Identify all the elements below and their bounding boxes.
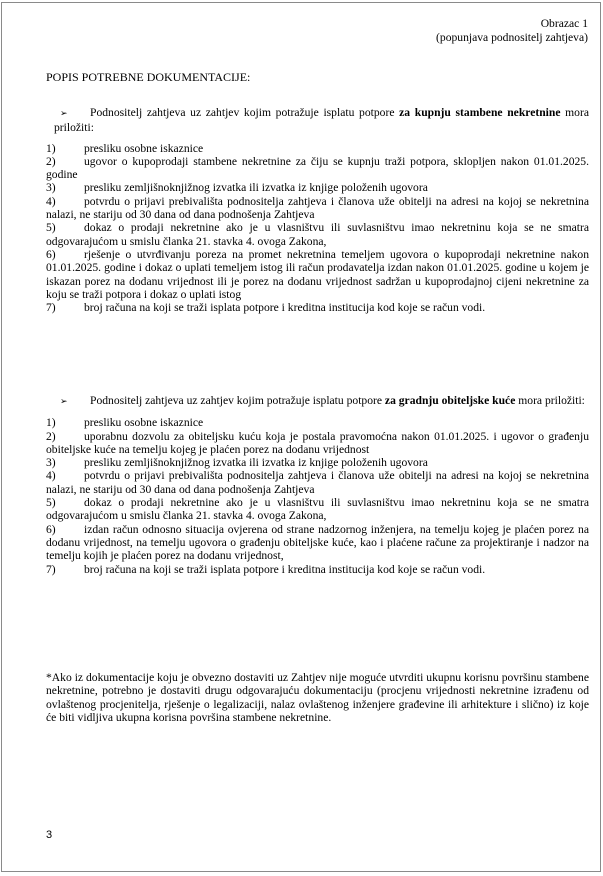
list-item: 4) potvrdu o prijavi prebivališta podnositelja zahtjeva i članova uže obitelji na adresi na kojoj se nekretnina nalazi, ne stariju od 30 dana od dana podnošenja Zahtjeva — [46, 469, 589, 496]
list-item: 4) potvrdu o prijavi prebivališta podnositelja zahtjeva i članova uže obitelji na adresi na kojoj se nekretnina nalazi, ne stariju od 30 dana od dana podnošenja Zahtjeva — [46, 194, 589, 222]
list-item: 3) presliku zemljišnoknjižnog izvatka ili izvatka iz knjige položenih ugovora — [46, 181, 428, 195]
list-item: 2) ugovor o kupoprodaji stambene nekretnine za čiju se kupnju traži potpora, sklopljen nakon 01.01.2025. godine — [46, 154, 589, 182]
form-header — [436, 17, 588, 45]
arrow-bullet-icon: ➢ — [60, 397, 68, 407]
section-subject: za gradnju obiteljske kuće — [384, 394, 516, 407]
list-item: 5) dokaz o prodaji nekretnine ako je u vlasništvu ili suvlasništvu imao nekretninu koja se ne smatra odgovarajućom u smislu članka 21. stavka 4. ovoga Zakona, — [46, 221, 589, 248]
section-purchase — [46, 106, 589, 314]
section-intro: ➢ Podnositelj zahtjeva uz zahtjev kojim potražuje isplatu potpore za gradnju obiteljske kuće mora priložiti: — [46, 394, 589, 409]
form-note: (popunjava podnositelj zahtjeva) — [436, 31, 588, 44]
list-item: 7) broj računa na koji se traži isplata potpore i kreditna institucija kod koje se račun vodi. — [46, 301, 486, 315]
requirements-list — [46, 416, 589, 576]
list-item: 6) izdan račun odnosno situacija ovjerena od strane nadzornog inženjera, na temelju kojeg je plaćen porez na dodanu vrijednost, na temelju ugovora o građenju obiteljske kuće, kao i plaćene račune za projektiranje i nadzor na temelju kojih je plaćen porez na dodanu vrijednost, — [46, 522, 589, 563]
list-item: 2) uporabnu dozvolu za obiteljsku kuću koja je postala pravomoćna nakon 01.01.2025. i ugovor o građenju obiteljske kuće na temelju kojeg je plaćen porez na dodanu vrijednost — [46, 429, 589, 456]
list-item: 1) presliku osobne iskaznice — [46, 141, 204, 155]
page-number: 3 — [46, 829, 53, 841]
document-page — [1, 2, 601, 872]
document-title: POPIS POTREBNE DOKUMENTACIJE: — [46, 70, 251, 84]
list-item: 1) presliku osobne iskaznice — [46, 416, 204, 430]
list-item: 5) dokaz o prodaji nekretnine ako je u vlasništvu ili suvlasništvu imao nekretninu koja se ne smatra odgovarajućom u smislu članka 21. stavka 4. ovoga Zakona, — [46, 496, 589, 523]
form-label: Obrazac 1 — [540, 17, 588, 30]
arrow-bullet-icon: ➢ — [60, 109, 68, 119]
section-intro: ➢ Podnositelj zahtjeva uz zahtjev kojim potražuje isplatu potpore za kupnju stambene nekretnine mora priložiti: — [54, 106, 589, 135]
list-item: 6) rješenje o utvrđivanju poreza na promet nekretnina temeljem ugovora o kupoprodaji nekretnine nakon 01.01.2025. godine i dokaz o uplati temeljem istog ili račun prodavatelja izdan nakon 01.01.2025. godine u kojem je iskazan porez na dodanu vrijednost ili je porez na dodanu vrijednost sadržan u kupoprodajnoj cijeni nekretnine za koju se traži potpora i dokaz o uplati istog — [46, 247, 589, 301]
list-item: 7) broj računa na koji se traži isplata potpore i kreditna institucija kod koje se račun vodi. — [46, 562, 486, 576]
requirements-list — [46, 142, 589, 315]
section-construction — [46, 394, 589, 576]
footnote: *Ako iz dokumentacije koju je obvezno dostaviti uz Zahtjev nije moguće utvrditi ukupnu korisnu površinu stambene nekretnine, potrebno je dostaviti drugu odgovarajuću dokumentaciju (procjenu vrijednosti nekretnine izrađenu od ovlaštenog procjenitelja, rješenje o legalizaciji, nalaz ovlaštenog inženjere građevine ili arhitekture i slično) iz koje će biti vidljiva ukupna korisna površina stambene nekretnine. — [46, 671, 589, 724]
section-subject: za kupnju stambene nekretnine — [399, 106, 561, 119]
list-item: 3) presliku zemljišnoknjižnog izvatka ili izvatka iz knjige položenih ugovora — [46, 456, 428, 470]
